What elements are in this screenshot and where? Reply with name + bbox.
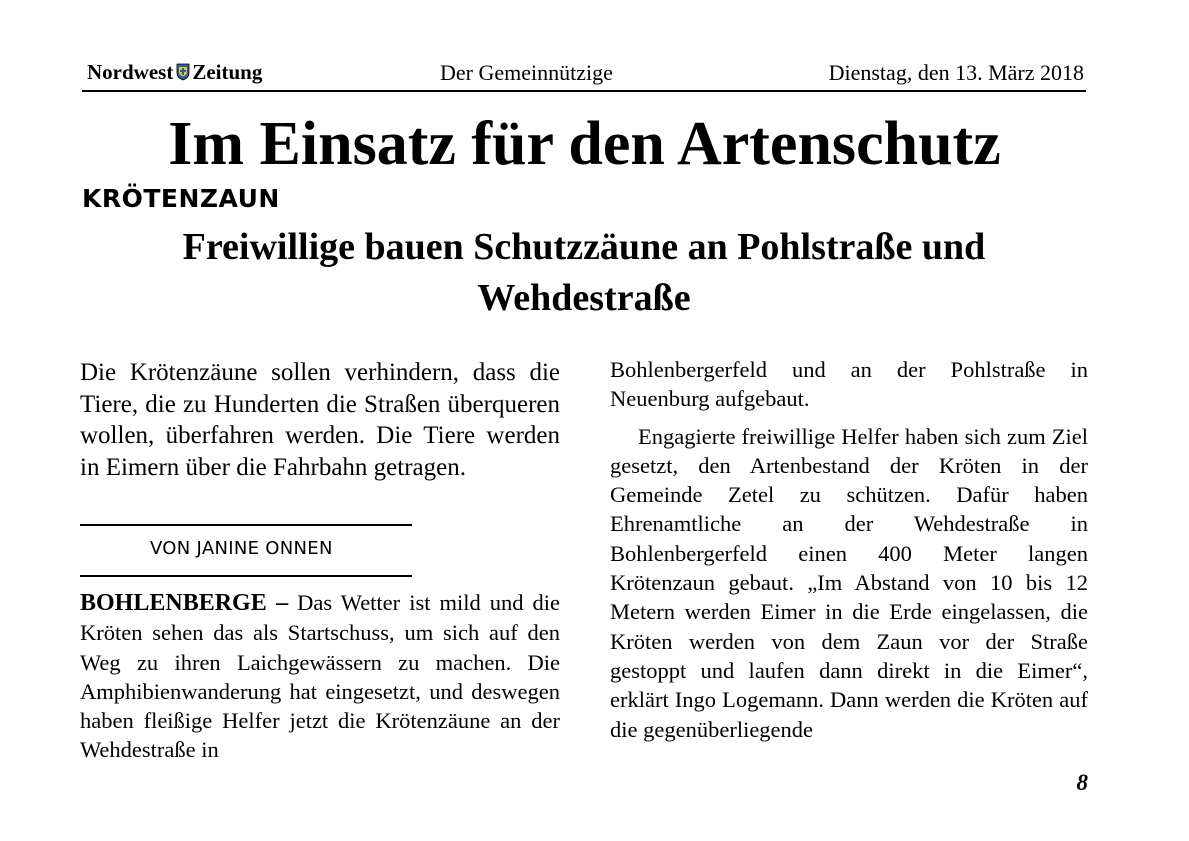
masthead-rule (82, 90, 1086, 92)
article-subhead: Freiwillige bauen Schutzzäune an Pohlstraße und Wehdestraße (182, 226, 986, 319)
newspaper-brand (87, 60, 262, 87)
body-text: Das Wetter ist mild und die Kröten sehen das als Startschuss, um sich auf den Weg zu ihren Laichgewässern zu machen. Die Amphibienwanderung hat eingesetzt, und deswegen haben fleißige Helfer jetzt die Krötenzäune an der Wehdestraße in (80, 590, 561, 763)
byline-rule-top (80, 524, 412, 526)
issue-date: Dienstag, den 13. März 2018 (828, 60, 1084, 85)
article-lead (80, 357, 560, 483)
lead-paragraph: Die Krötenzäune sollen verhindern, dass die Tiere, die zu Hunderten die Straßen überqueren wollen, überfahren werden. Die Tiere werden in Eimern über die Fahrbahn getragen. (80, 359, 560, 481)
body-paragraph (80, 588, 560, 765)
article-body-left-column (80, 588, 560, 765)
body-paragraph: Engagierte freiwillige Helfer haben sich zum Ziel gesetzt, den Artenbestand der Kröten in der Gemeinde Zetel zu schützen. Dafür haben Ehrenamtliche an der Wehdestraße in Bohlenbergerfeld einen 400 Meter langen Krötenzaun gebaut. „Im Abstand von 10 bis 12 Metern werden Eimer in die Erde eingelassen, die Kröten werden von dem Zaun vor der Straße gestoppt und laufen dann direkt in die Eimer“, erklärt Ingo Logemann. Dann werden die Kröten auf die gegenüberliegende (610, 423, 1088, 742)
body-paragraph: Bohlenbergerfeld und an der Pohlstraße in Neuenburg aufgebaut. (610, 357, 1088, 412)
page-number: 8 (1076, 770, 1088, 795)
byline-rule-bottom (80, 575, 412, 577)
article-byline: VON JANINE ONNEN (150, 538, 333, 559)
coat-of-arms-icon (176, 62, 190, 87)
article-body-right-column (610, 355, 1088, 744)
section-name: Der Gemeinnützige (440, 60, 613, 85)
brand-name-left: Nordwest (87, 60, 174, 84)
dateline: BOHLENBERGE – (80, 590, 289, 616)
brand-name-right: Zeitung (192, 60, 263, 84)
masthead (82, 56, 1086, 90)
article-kicker: KRÖTENZAUN (82, 184, 280, 213)
article-headline: Im Einsatz für den Artenschutz (168, 110, 1001, 178)
